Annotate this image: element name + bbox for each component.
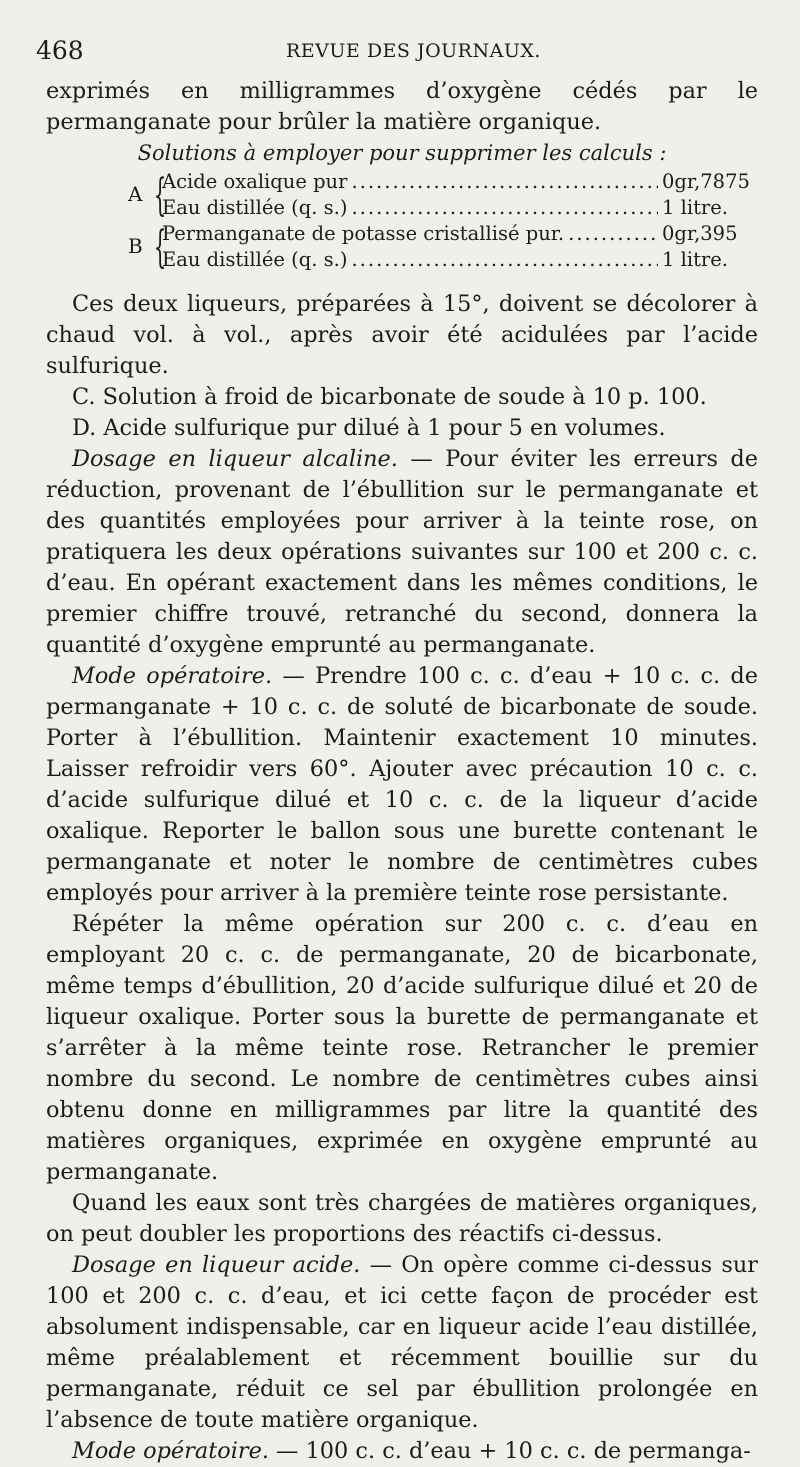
solutions-title: Solutions à employer pour supprimer les calculs : [137, 141, 667, 165]
recipe-line [162, 247, 758, 273]
paragraph-text: — Prendre 100 c. c. d’eau + 10 c. c. de permanganate + 10 c. c. de soluté de bicarbonate de soude. Porter à l’ébullition. Maintenir exactement 10 minutes. Laisser refroidir vers 60°. Ajouter avec précaution 10 c. c. d’acide sulfurique dilué et 10 c. c. de la liqueur d’acide oxalique. Reporter le ballon sous une burette contenant le permanganate et noter le nombre de centimètres cubes employés pour arriver à la première teinte rose persistante. [46, 663, 758, 906]
ingredient-quantity: 0gr,395 [662, 222, 738, 245]
dot-leader [351, 247, 658, 273]
page-header [36, 36, 760, 66]
recipe-line [162, 169, 758, 195]
paragraph [46, 1250, 758, 1436]
paragraph-text: — On opère comme ci-dessus sur 100 et 200 c. c. d’eau, et ici cette façon de procéder est absolument indispensable, car en liqueur acide l’eau distillée, même préalablement et récemment bouillie sur du permanganate, réduit ce sel par ébullition prolongée en l’absence de toute matière organique. [46, 1252, 758, 1433]
ingredient-quantity: 0gr,7875 [662, 170, 750, 193]
paragraph-text: — Pour éviter les erreurs de réduction, provenant de l’ébullition sur le permanganate et des quantités employées pour arriver à la teinte rose, on pratiquera les deux opérations suivantes sur 100 et 200 c. c. d’eau. En opérant exactement dans les mêmes conditions, le premier chiffre trouvé, retranché du second, donnera la quantité d’oxygène emprunté au permanganate. [46, 446, 758, 658]
running-title: REVUE DES JOURNAUX. [286, 40, 541, 62]
brace-a: { [153, 170, 167, 221]
solutions-list [46, 169, 758, 273]
article-body [46, 76, 758, 1467]
dot-leader [568, 221, 658, 247]
paragraph [46, 444, 758, 661]
section-label: Dosage en liqueur acide. [72, 1252, 361, 1278]
paragraph: Quand les eaux sont très chargées de matières organiques, on peut doubler les proportions des réactifs ci-dessus. [46, 1190, 758, 1247]
paragraph: Ces deux liqueurs, préparées à 15°, doivent se décolorer à chaud vol. à vol., après avoir été acidulées par l’acide sulfurique. [46, 291, 758, 379]
section-label: Dosage en liqueur alcaline. [72, 446, 398, 472]
ingredient-name: Permanganate de potasse cristallisé pur. [162, 222, 565, 245]
recipe-line [162, 221, 758, 247]
ingredient-quantity: 1 litre. [662, 248, 728, 271]
ingredient-name: Eau distillée (q. s.) [162, 248, 348, 271]
section-label: Mode opératoire. [72, 663, 273, 689]
ingredient-quantity: 1 litre. [662, 196, 728, 219]
paragraph: C. Solution à froid de bicarbonate de soude à 10 p. 100. [72, 384, 707, 410]
solution-group-b [46, 221, 758, 273]
paragraph [46, 661, 758, 909]
dot-leader [351, 169, 658, 195]
ingredient-name: Acide oxalique pur [162, 170, 348, 193]
paragraph [46, 1436, 758, 1467]
paragraph: D. Acide sulfurique pur dilué à 1 pour 5 en volumes. [72, 415, 666, 441]
paragraph-text: — 100 c. c. d’eau + 10 c. c. de permanga- [268, 1438, 751, 1464]
ingredient-name: Eau distillée (q. s.) [162, 196, 348, 219]
brace-b: { [153, 222, 167, 273]
page-number: 468 [36, 36, 84, 65]
section-label: Mode opératoire. [72, 1438, 269, 1464]
recipe-line [162, 195, 758, 221]
paragraph: Répéter la même opération sur 200 c. c. d’eau en employant 20 c. c. de permanganate, 20 de bicarbonate, même temps d’ébullition, 20 d’acide sulfurique dilué et 20 de liqueur oxalique. Porter sous la burette de permanganate et s’arrêter à la même teinte rose. Retrancher le premier nombre du second. Le nombre de centimètres cubes ainsi obtenu donne en milligrammes par litre la quantité des matières organiques, exprimée en oxygène emprunté au permanganate. [46, 911, 758, 1185]
dot-leader [351, 195, 658, 221]
solution-group-a [46, 169, 758, 221]
group-letter-b: B [128, 234, 143, 258]
intro-paragraph: exprimés en milligrammes d’oxygène cédés par le permanganate pour brûler la matière organique. [46, 78, 758, 135]
group-letter-a: A [128, 182, 143, 206]
